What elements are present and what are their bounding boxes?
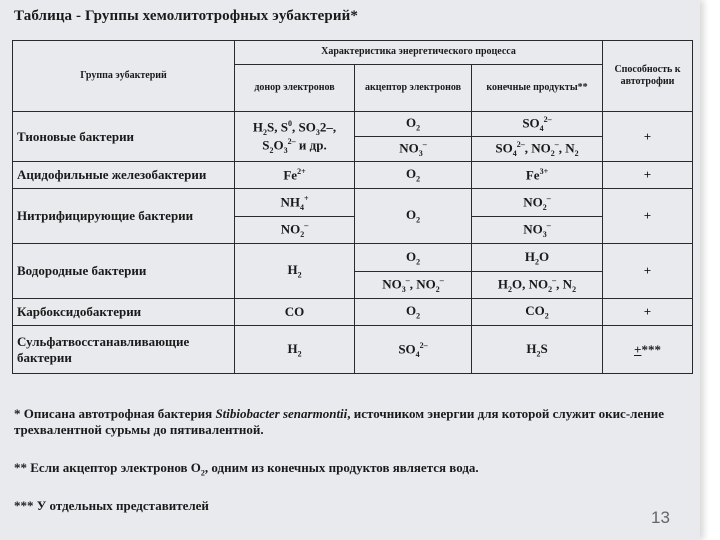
group-cell: Сульфатвосстанавливающие бактерии bbox=[13, 326, 235, 374]
group-cell: Водородные бактерии bbox=[13, 244, 235, 299]
acceptor-cell: $O_2$ bbox=[355, 162, 472, 189]
products-cell: $H_2S$ bbox=[472, 326, 603, 374]
table-title: Таблица - Группы хемолитотрофных эубактерий* bbox=[14, 8, 358, 24]
donor-cell: $H_2S$, $S^0$, $SO_32-$, $S_2O_3^{2-}$ и др. bbox=[235, 112, 355, 162]
donor-cell: $H_2$ bbox=[235, 326, 355, 374]
group-cell: Ацидофильные железобактерии bbox=[13, 162, 235, 189]
table-row bbox=[13, 189, 693, 217]
header-group: Группа эубактерий bbox=[13, 41, 235, 112]
autotrophy-cell: + bbox=[603, 162, 693, 189]
acceptor-cell: $SO_4^{2-}$ bbox=[355, 326, 472, 374]
products-cell: $SO_4^{2-}$ bbox=[472, 112, 603, 137]
header-acceptor: акцептор электронов bbox=[355, 65, 472, 112]
products-cell: $CO_2$ bbox=[472, 299, 603, 326]
page-number: 13 bbox=[651, 508, 670, 527]
acceptor-cell: $O_2$ bbox=[355, 189, 472, 244]
footnote-1: * Описана автотрофная бактерия Stibiobacter senarmontii, источником энергии для которой служит окис-ление трехвалентной сурьмы до пятивалентной. bbox=[14, 406, 664, 438]
footnote-2: ** Если акцептор электронов $O_2$, одним из конечных продуктов является вода. bbox=[14, 460, 479, 478]
group-cell: Тионовые бактерии bbox=[13, 112, 235, 162]
autotrophy-cell: + bbox=[603, 112, 693, 162]
products-cell: $H_2O$ bbox=[472, 244, 603, 272]
group-cell: Карбоксидобактерии bbox=[13, 299, 235, 326]
header-donor: донор электронов bbox=[235, 65, 355, 112]
autotrophy-cell: + bbox=[603, 189, 693, 244]
header-products: конечные продукты** bbox=[472, 65, 603, 112]
bacteria-table bbox=[12, 40, 693, 374]
table-row bbox=[13, 244, 693, 272]
donor-cell: $NH_4^+$ bbox=[235, 189, 355, 217]
table-row bbox=[13, 112, 693, 137]
autotrophy-cell: + bbox=[603, 244, 693, 299]
products-cell: $H_2O$, $NO_2^-$, $N_2$ bbox=[472, 272, 603, 299]
products-cell: $Fe^{3+}$ bbox=[472, 162, 603, 189]
table-row bbox=[13, 162, 693, 189]
acceptor-cell: $NO_3^-$ bbox=[355, 137, 472, 162]
donor-cell: CO bbox=[235, 299, 355, 326]
products-cell: $NO_2^-$ bbox=[472, 189, 603, 217]
table-row bbox=[13, 299, 693, 326]
donor-cell: $NO_2^-$ bbox=[235, 217, 355, 244]
donor-cell: $Fe^{2+}$ bbox=[235, 162, 355, 189]
products-cell: $SO_4^{2-}$, $NO_2^-$, $N_2$ bbox=[472, 137, 603, 162]
acceptor-cell: $NO_3^-$, $NO_2^-$ bbox=[355, 272, 472, 299]
header-process: Характеристика энергетического процесса bbox=[235, 41, 603, 65]
products-cell: $NO_3^-$ bbox=[472, 217, 603, 244]
table-row bbox=[13, 326, 693, 374]
autotrophy-cell: + bbox=[603, 299, 693, 326]
header-autotrophy: Способность к автотрофии bbox=[603, 41, 693, 112]
acceptor-cell: $O_2$ bbox=[355, 112, 472, 137]
donor-cell: $H_2$ bbox=[235, 244, 355, 299]
autotrophy-cell: +*** bbox=[603, 326, 693, 374]
acceptor-cell: $O_2$ bbox=[355, 299, 472, 326]
footnote-3: *** У отдельных представителей bbox=[14, 498, 209, 513]
acceptor-cell: $O_2$ bbox=[355, 244, 472, 272]
group-cell: Нитрифицирующие бактерии bbox=[13, 189, 235, 244]
